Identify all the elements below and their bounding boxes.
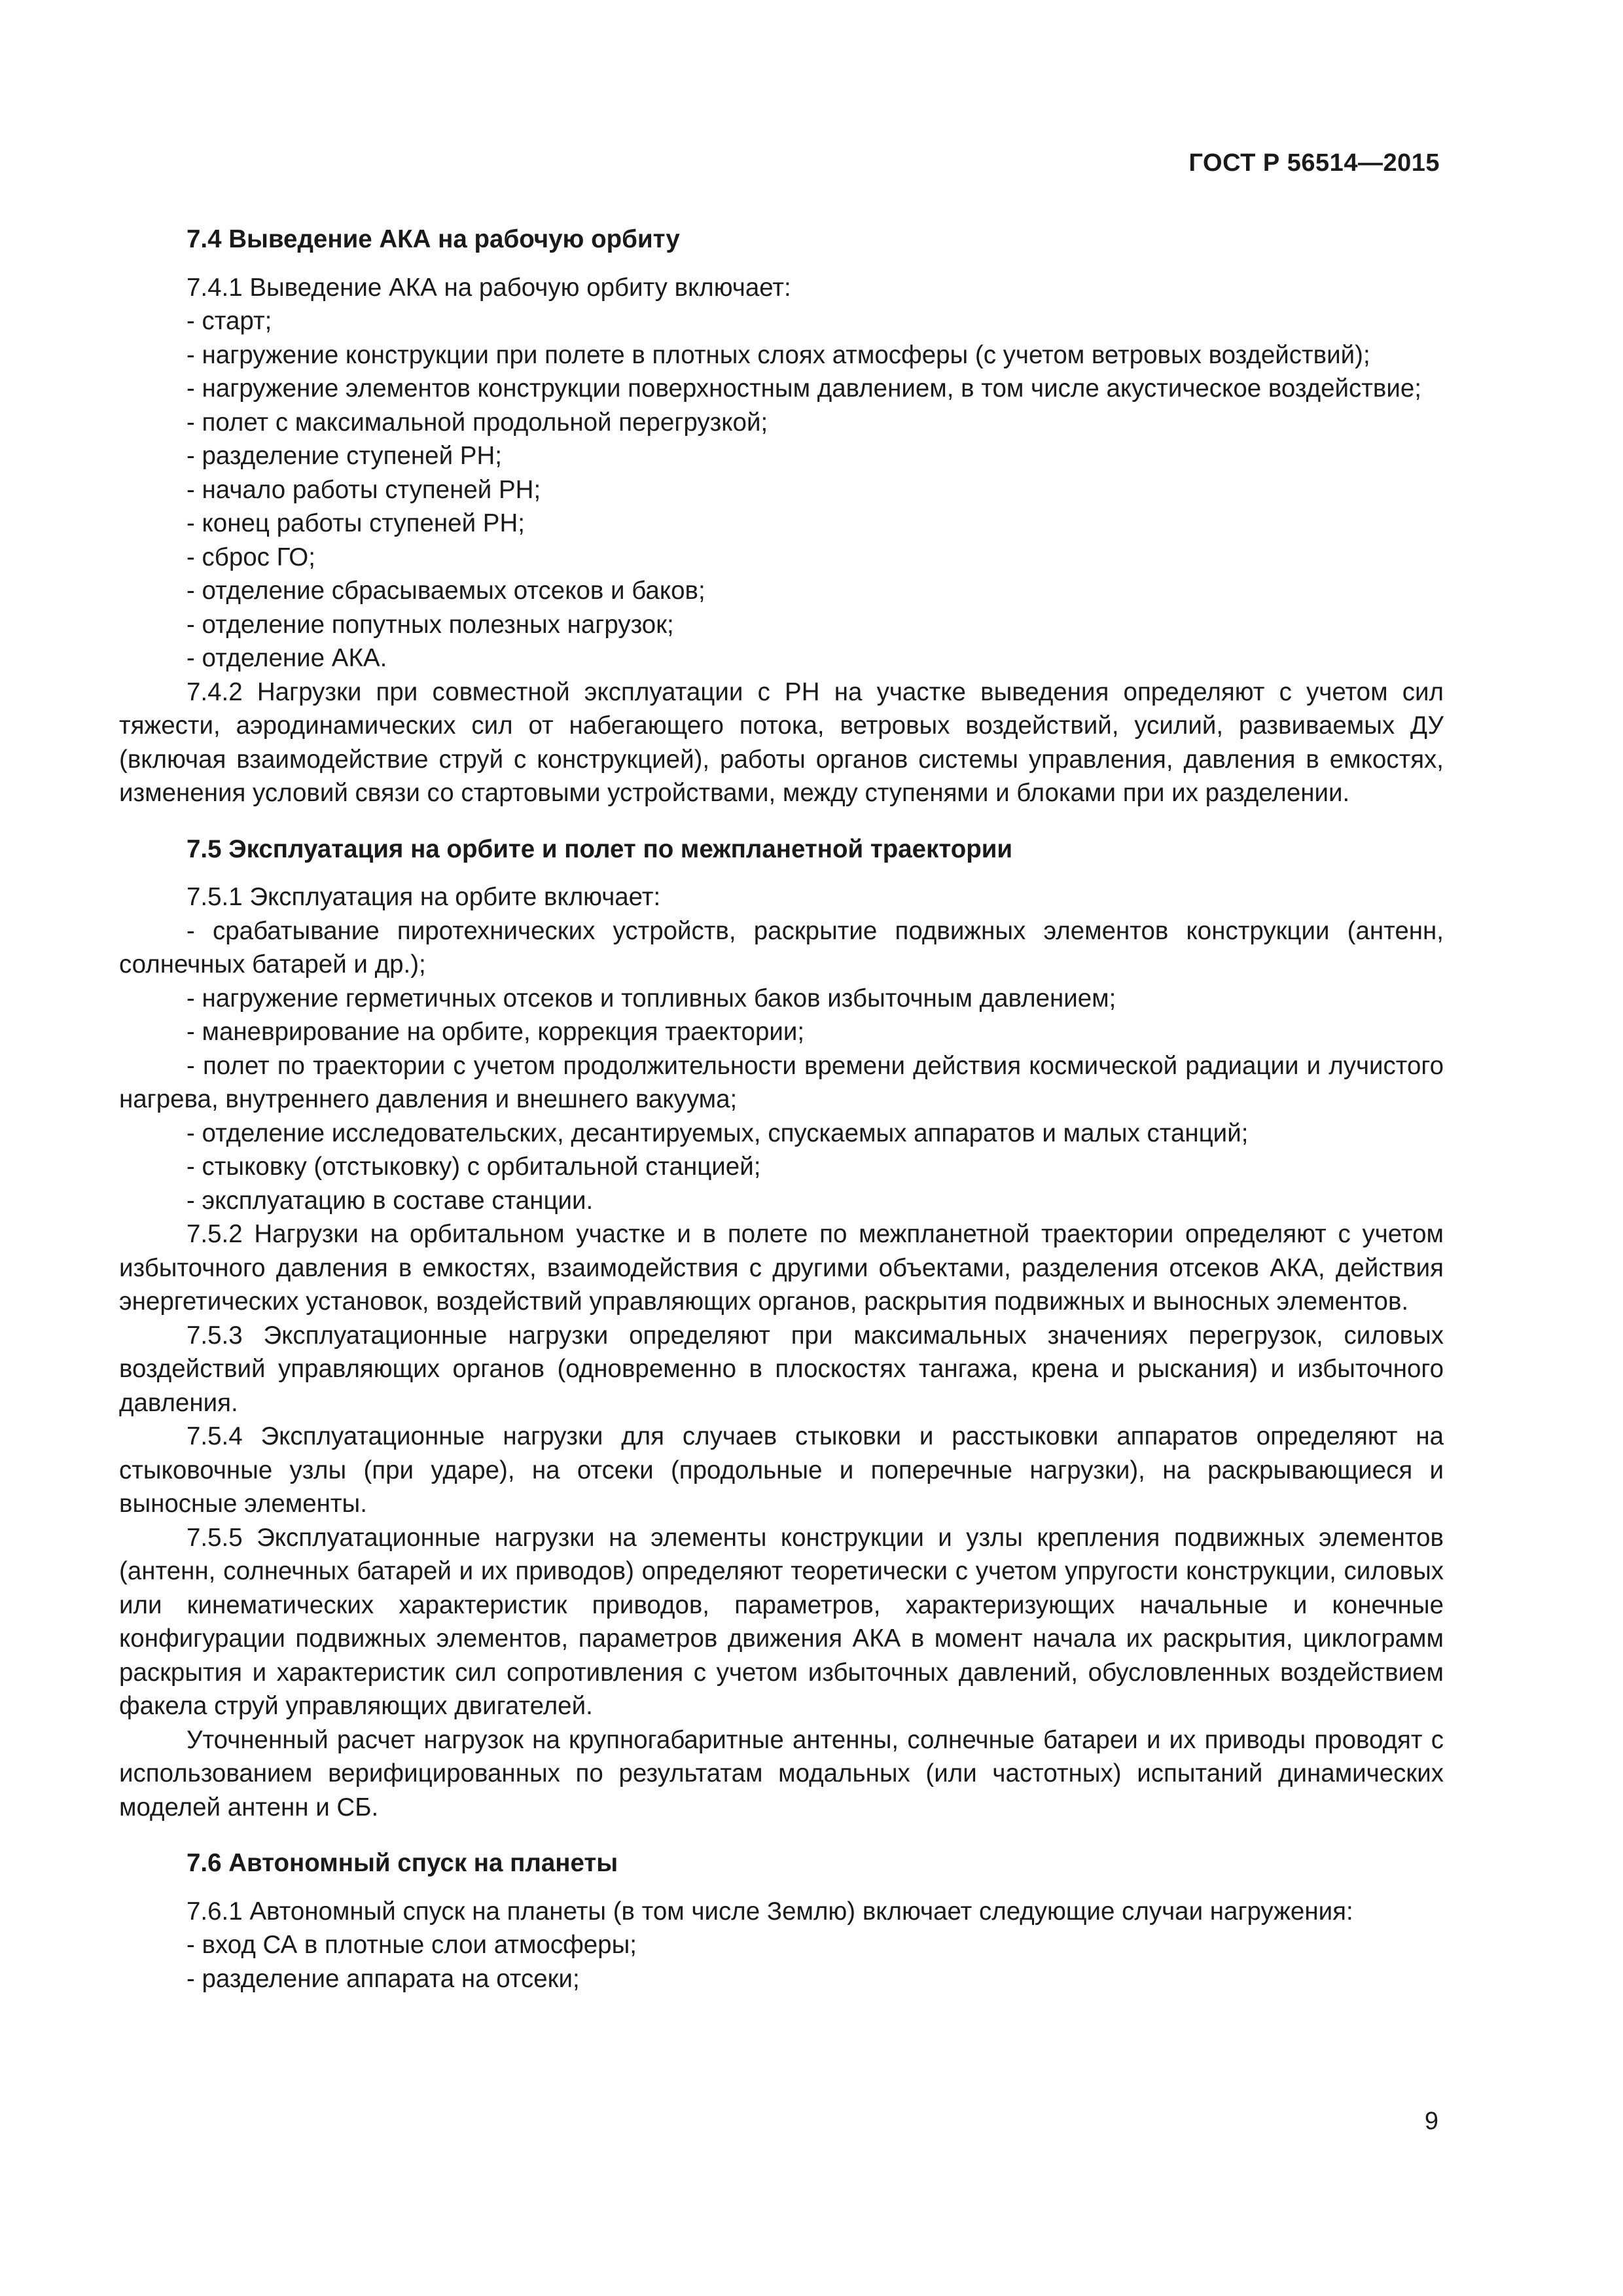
paragraph-7-5-4: 7.5.4 Эксплуатационные нагрузки для случаев стыковки и расстыковки аппаратов определяют на стыковочные узлы (при ударе), на отсеки (продольные и поперечные нагрузки), на раскрывающиеся и выносные элементы. bbox=[119, 1422, 1444, 1518]
section-heading-7-5: 7.5 Эксплуатация на орбите и полет по межпланетной траектории bbox=[187, 834, 1013, 863]
section-heading-7-6: 7.6 Автономный спуск на планеты bbox=[187, 1849, 618, 1877]
list-item: - нагружение герметичных отсеков и топливных баков избыточным давлением; bbox=[187, 984, 1116, 1013]
paragraph-7-4-1: 7.4.1 Выведение АКА на рабочую орбиту включает: bbox=[187, 273, 791, 302]
list-item: - нагружение элементов конструкции поверхностным давлением, в том числе акустическое воздействие; bbox=[187, 374, 1421, 403]
list-item: - эксплуатацию в составе станции. bbox=[187, 1186, 594, 1215]
document-id-header: ГОСТ Р 56514—2015 bbox=[1188, 149, 1440, 177]
list-item: - начало работы ступеней РН; bbox=[187, 475, 541, 504]
list-item: - разделение ступеней РН; bbox=[187, 442, 502, 470]
list-item: - стыковку (отстыковку) с орбитальной станцией; bbox=[187, 1153, 761, 1181]
list-item: - отделение исследовательских, десантируемых, спускаемых аппаратов и малых станций; bbox=[187, 1119, 1249, 1147]
document-body bbox=[119, 223, 1444, 1996]
list-item: - отделение АКА. bbox=[187, 644, 387, 672]
section-heading-7-4: 7.4 Выведение АКА на рабочую орбиту bbox=[187, 225, 680, 253]
list-item: - вход СА в плотные слои атмосферы; bbox=[187, 1931, 637, 1959]
list-item: - срабатывание пиротехнических устройств, раскрытие подвижных элементов конструкции (антенн, солнечных батарей и др.); bbox=[119, 916, 1444, 978]
list-item: - нагружение конструкции при полете в плотных слоях атмосферы (с учетом ветровых воздействий); bbox=[187, 340, 1370, 369]
list-item: - полет с максимальной продольной перегрузкой; bbox=[187, 408, 768, 437]
list-item: - конец работы ступеней РН; bbox=[187, 509, 525, 537]
list-item: - полет по траектории с учетом продолжительности времени действия космической радиации и лучистого нагрева, внутреннего давления и внешнего вакуума; bbox=[119, 1051, 1444, 1113]
paragraph-7-5-5: 7.5.5 Эксплуатационные нагрузки на элементы конструкции и узлы крепления подвижных элементов (антенн, солнечных батарей и их приводов) определяют теоретически с учетом упругости конструкции, силовых или кинематических характеристик приводов, параметров, характеризующих начальные и конечные конфигурации подвижных элементов, параметров движения АКА в момент начала их раскрытия, циклограмм раскрытия и характеристик сил сопротивления с учетом избыточных давлений, обусловленных воздействием факела струй управляющих двигателей. bbox=[119, 1523, 1444, 1720]
list-item: - отделение сбрасываемых отсеков и баков; bbox=[187, 577, 705, 605]
list-item: - маневрирование на орбите, коррекция траектории; bbox=[187, 1018, 805, 1046]
paragraph-refined-calculation: Уточненный расчет нагрузок на крупногабаритные антенны, солнечные батареи и их приводы проводят с использованием верифицированных по результатам модальных (или частотных) испытаний динамических моделей антенн и СБ. bbox=[119, 1725, 1444, 1821]
list-item: - старт; bbox=[187, 307, 272, 335]
list-item: - сброс ГО; bbox=[187, 543, 315, 571]
paragraph-7-6-1: 7.6.1 Автономный спуск на планеты (в том числе Землю) включает следующие случаи нагружения: bbox=[187, 1897, 1353, 1926]
page-number: 9 bbox=[1424, 2108, 1438, 2135]
paragraph-7-5-1: 7.5.1 Эксплуатация на орбите включает: bbox=[187, 883, 661, 911]
paragraph-7-4-2: 7.4.2 Нагрузки при совместной эксплуатации с РН на участке выведения определяют с учетом сил тяжести, аэродинамических сил от набегающего потока, ветровых воздействий, усилий, развиваемых ДУ (включая взаимодействие струй с конструкцией), работы органов системы управления, давления в емкостях, изменения условий связи со стартовыми устройствами, между ступенями и блоками при их разделении. bbox=[119, 677, 1444, 807]
paragraph-7-5-2: 7.5.2 Нагрузки на орбитальном участке и в полете по межпланетной траектории определяют с учетом избыточного давления в емкостях, взаимодействия с другими объектами, разделения отсеков АКА, действия энергетических установок, воздействий управляющих органов, раскрытия подвижных и выносных элементов. bbox=[119, 1220, 1444, 1316]
list-item: - отделение попутных полезных нагрузок; bbox=[187, 610, 674, 639]
list-item: - разделение аппарата на отсеки; bbox=[187, 1964, 580, 1993]
paragraph-7-5-3: 7.5.3 Эксплуатационные нагрузки определяют при максимальных значениях перегрузок, силовых воздействий управляющих органов (одновременно в плоскостях тангажа, крена и рыскания) и избыточного давления. bbox=[119, 1321, 1444, 1417]
